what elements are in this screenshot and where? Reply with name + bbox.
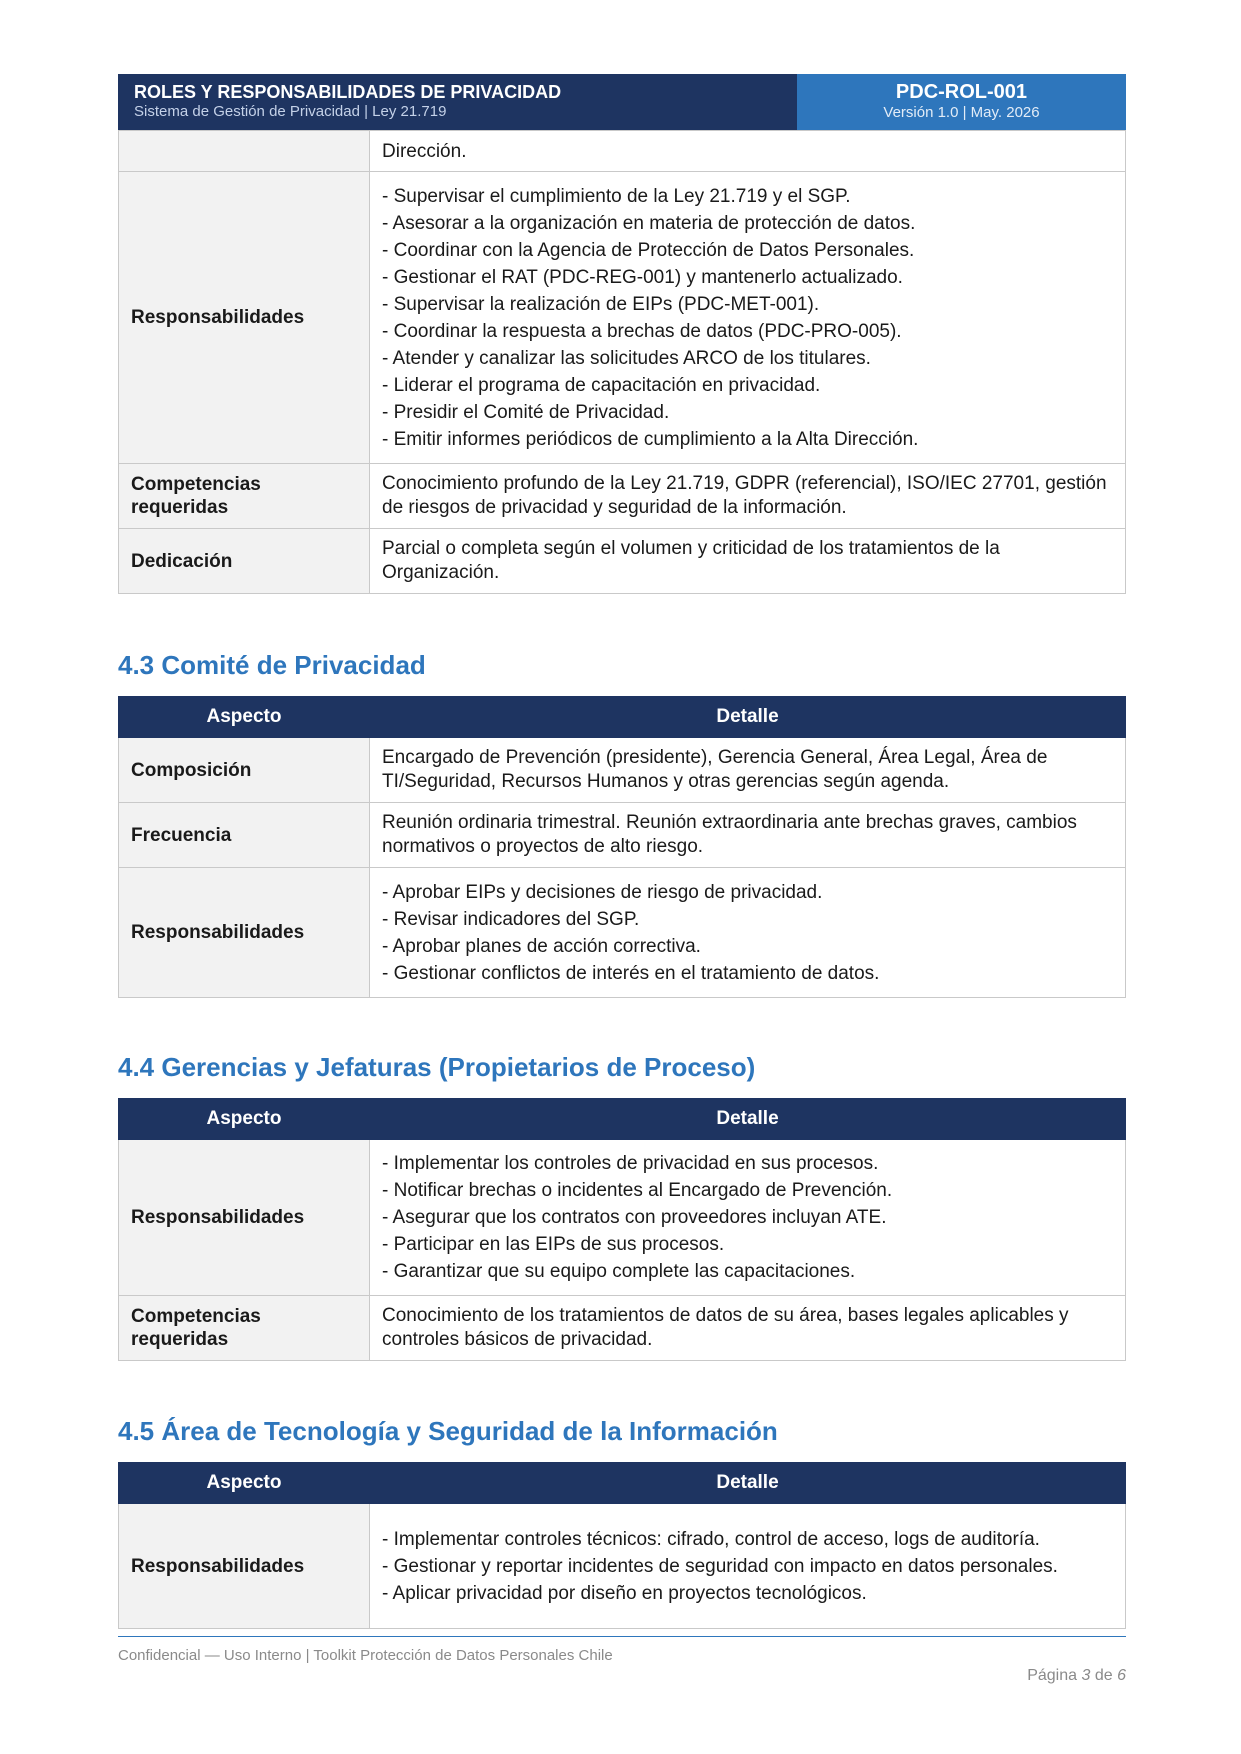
column-header-aspect: Aspecto <box>119 1099 370 1140</box>
document-version: Versión 1.0 | May. 2026 <box>883 104 1040 121</box>
column-header-aspect: Aspecto <box>119 1463 370 1504</box>
table-header-row <box>119 1463 1126 1504</box>
row-detail: - Supervisar el cumplimiento de la Ley 21.719 y el SGP. - Asesorar a la organización en materia de protección de datos. - Coordinar con la Agencia de Protección de Datos Personales. - Gestionar el RAT (PDC-REG-001) y mantenerlo actualizado. - Supervisar la realización de EIPs (PDC-MET-001). - Coordinar la respuesta a brechas de datos (PDC-PRO-005). - Atender y canalizar las solicitudes ARCO de los titulares. - Liderar el programa de capacitación en privacidad. - Presidir el Comité de Privacidad. - Emitir informes periódicos de cumplimiento a la Alta Dirección. <box>370 172 1126 464</box>
footer-text: Confidencial — Uso Interno | Toolkit Protección de Datos Personales Chile <box>118 1647 613 1664</box>
document-subtitle: Sistema de Gestión de Privacidad | Ley 21.719 <box>134 103 447 120</box>
row-detail: Dirección. <box>370 131 1126 172</box>
row-label: Dedicación <box>119 529 370 594</box>
table-row <box>119 172 1126 464</box>
table-row <box>119 803 1126 868</box>
header-code-block <box>797 74 1126 130</box>
table-row <box>119 1504 1126 1629</box>
row-detail: Reunión ordinaria trimestral. Reunión extraordinaria ante brechas graves, cambios normativos o proyectos de alto riesgo. <box>370 803 1126 868</box>
document-header <box>118 74 1126 130</box>
column-header-detail: Detalle <box>370 1463 1126 1504</box>
column-header-detail: Detalle <box>370 697 1126 738</box>
row-label: Responsabilidades <box>119 172 370 464</box>
section-title: 4.3 Comité de Privacidad <box>118 650 426 680</box>
row-detail: Parcial o completa según el volumen y criticidad de los tratamientos de la Organización. <box>370 529 1126 594</box>
table-row <box>119 1296 1126 1361</box>
document-title: ROLES Y RESPONSABILIDADES DE PRIVACIDAD <box>134 82 562 102</box>
row-label: Responsabilidades <box>119 1504 370 1629</box>
document-code: PDC-ROL-001 <box>895 81 1028 103</box>
row-label: Competencias requeridas <box>119 464 370 529</box>
row-label: Competencias requeridas <box>119 1296 370 1361</box>
table-header-row <box>119 1099 1126 1140</box>
section-table <box>118 696 1126 998</box>
section-table <box>118 1462 1126 1629</box>
row-detail: Encargado de Prevención (presidente), Gerencia General, Área Legal, Área de TI/Seguridad, Recursos Humanos y otras gerencias según agenda. <box>370 738 1126 803</box>
row-detail: - Implementar los controles de privacidad en sus procesos. - Notificar brechas o incidentes al Encargado de Prevención. - Asegurar que los contratos con proveedores incluyan ATE. - Participar en las EIPs de sus procesos. - Garantizar que su equipo complete las capacitaciones. <box>370 1140 1126 1296</box>
section-table <box>118 1098 1126 1361</box>
row-detail: Conocimiento profundo de la Ley 21.719, GDPR (referencial), ISO/IEC 27701, gestión de riesgos de privacidad y seguridad de la información. <box>370 464 1126 529</box>
section-title: 4.5 Área de Tecnología y Seguridad de la Información <box>118 1416 778 1446</box>
column-header-aspect: Aspecto <box>119 697 370 738</box>
row-detail: - Aprobar EIPs y decisiones de riesgo de privacidad. - Revisar indicadores del SGP. - Aprobar planes de acción correctiva. - Gestionar conflictos de interés en el tratamiento de datos. <box>370 868 1126 998</box>
table-row <box>119 131 1126 172</box>
row-label: Responsabilidades <box>119 1140 370 1296</box>
table-header-row <box>119 697 1126 738</box>
table-row <box>119 529 1126 594</box>
table-row <box>119 464 1126 529</box>
section-title: 4.4 Gerencias y Jefaturas (Propietarios de Proceso) <box>118 1052 756 1082</box>
row-label: Frecuencia <box>119 803 370 868</box>
continued-table <box>118 130 1126 594</box>
document-page <box>118 74 1126 1604</box>
footer-divider <box>118 1636 1126 1637</box>
table-row <box>119 868 1126 998</box>
row-label <box>119 131 370 172</box>
row-detail: Conocimiento de los tratamientos de datos de su área, bases legales aplicables y controles básicos de privacidad. <box>370 1296 1126 1361</box>
header-title-block <box>118 74 797 130</box>
row-label: Composición <box>119 738 370 803</box>
page-number: Página 3 de 6 <box>1027 1667 1126 1684</box>
row-label: Responsabilidades <box>119 868 370 998</box>
table-row <box>119 738 1126 803</box>
row-detail: - Implementar controles técnicos: cifrado, control de acceso, logs de auditoría. - Gestionar y reportar incidentes de seguridad con impacto en datos personales. - Aplicar privacidad por diseño en proyectos tecnológicos. <box>370 1504 1126 1629</box>
table-row <box>119 1140 1126 1296</box>
column-header-detail: Detalle <box>370 1099 1126 1140</box>
